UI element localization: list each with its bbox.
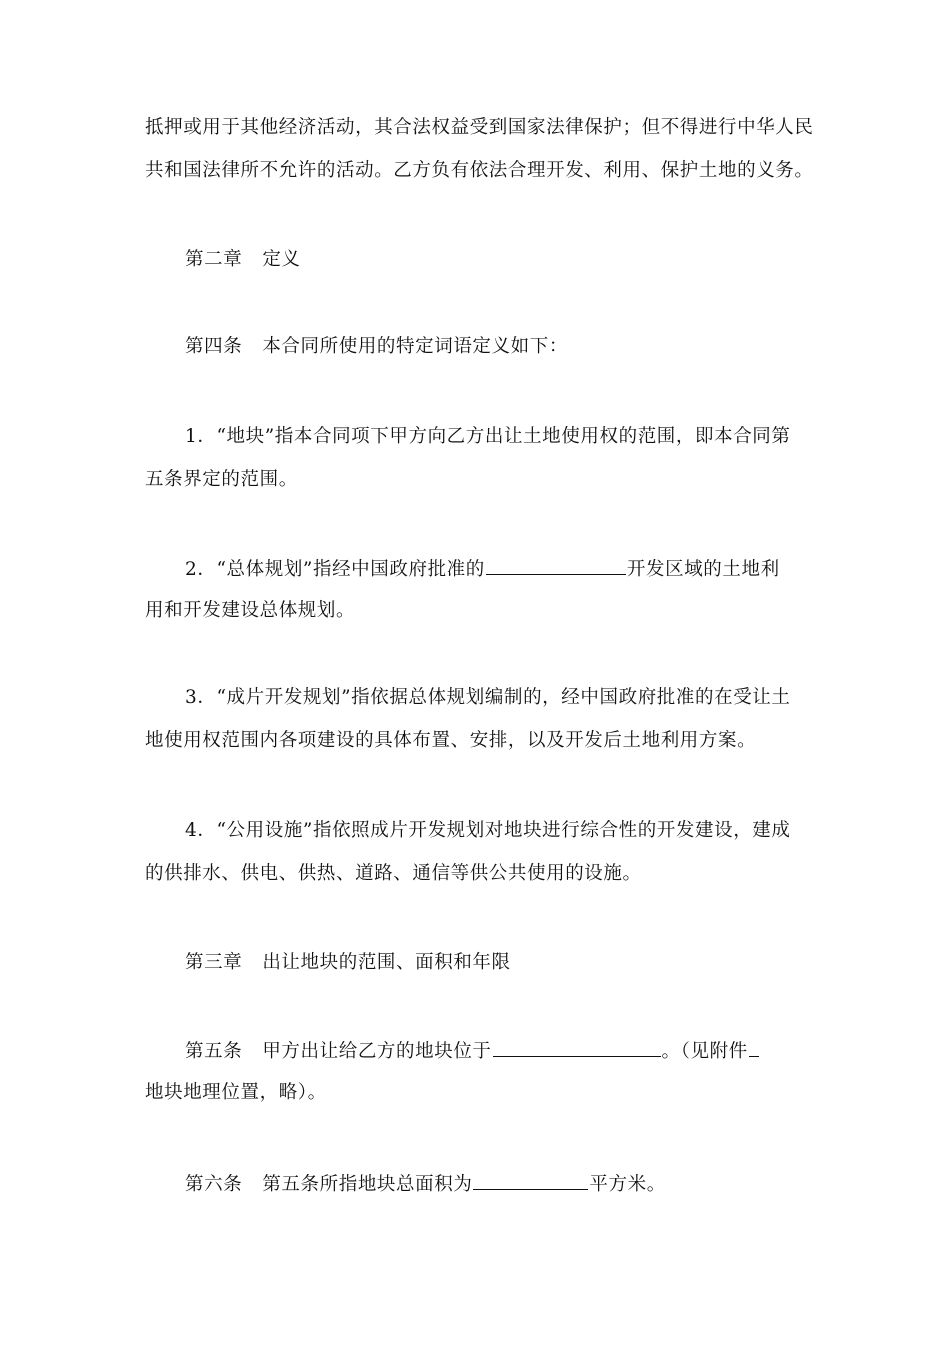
- article-4-label: 第四条: [185, 336, 243, 357]
- definition-4-line-2: 的供排水、供电、供热、道路、通信等供公共使用的设施。: [145, 863, 642, 884]
- article-4: [185, 335, 568, 359]
- chapter-3-title: 出让地块的范围、面积和年限: [262, 952, 511, 973]
- article-5-text-before: 甲方出让给乙方的地块位于: [262, 1041, 492, 1062]
- definition-2-text-before: 2．“总体规划”指经中国政府批准的: [185, 559, 485, 580]
- paragraph-continuation-line-2: 共和国法律所不允许的活动。乙方负有依法合理开发、利用、保护土地的义务。: [145, 160, 814, 181]
- article-5-label: 第五条: [185, 1041, 243, 1062]
- total-area-blank[interactable]: [473, 1171, 588, 1190]
- paragraph-continuation-line-1: 抵押或用于其他经济活动，其合法权益受到国家法律保护；但不得进行中华人民: [145, 117, 814, 138]
- definition-4-line-1: 4．“公用设施”指依照成片开发规划对地块进行综合性的开发建设，建成: [185, 820, 791, 841]
- article-6-label: 第六条: [185, 1174, 243, 1195]
- article-6: [185, 1171, 666, 1195]
- definition-1-line-1: 1．“地块”指本合同项下甲方向乙方出让土地使用权的范围，即本合同第: [185, 426, 791, 447]
- definition-2-line-2: 用和开发建设总体规划。: [145, 600, 356, 621]
- chapter-2-label: 第二章: [185, 249, 243, 270]
- definition-3-line-2: 地使用权范围内各项建设的具体布置、安排，以及开发后土地利用方案。: [145, 730, 757, 751]
- article-6-text-after: 平方米。: [589, 1174, 666, 1195]
- definition-2-line-1: [185, 556, 780, 580]
- article-5-line-1: [185, 1038, 760, 1062]
- definition-1-line-2: 五条界定的范围。: [145, 469, 298, 490]
- chapter-2-title: 定义: [262, 249, 301, 270]
- article-6-text-before: 第五条所指地块总面积为: [262, 1174, 473, 1195]
- attachment-number-blank[interactable]: [749, 1038, 759, 1057]
- definition-3-line-1: 3．“成片开发规划”指依据总体规划编制的，经中国政府批准的在受让土: [185, 687, 791, 708]
- article-5-text-after: 。（见附件: [661, 1041, 748, 1062]
- definition-2-text-after: 开发区域的土地利: [626, 559, 780, 580]
- chapter-3-heading: [185, 951, 511, 975]
- article-5-line-2: 地块地理位置，略）。: [145, 1082, 327, 1103]
- development-zone-blank[interactable]: [486, 556, 626, 575]
- article-4-text: 本合同所使用的特定词语定义如下：: [262, 336, 568, 357]
- plot-location-blank[interactable]: [493, 1038, 661, 1057]
- chapter-2-heading: [185, 248, 301, 272]
- chapter-3-label: 第三章: [185, 952, 243, 973]
